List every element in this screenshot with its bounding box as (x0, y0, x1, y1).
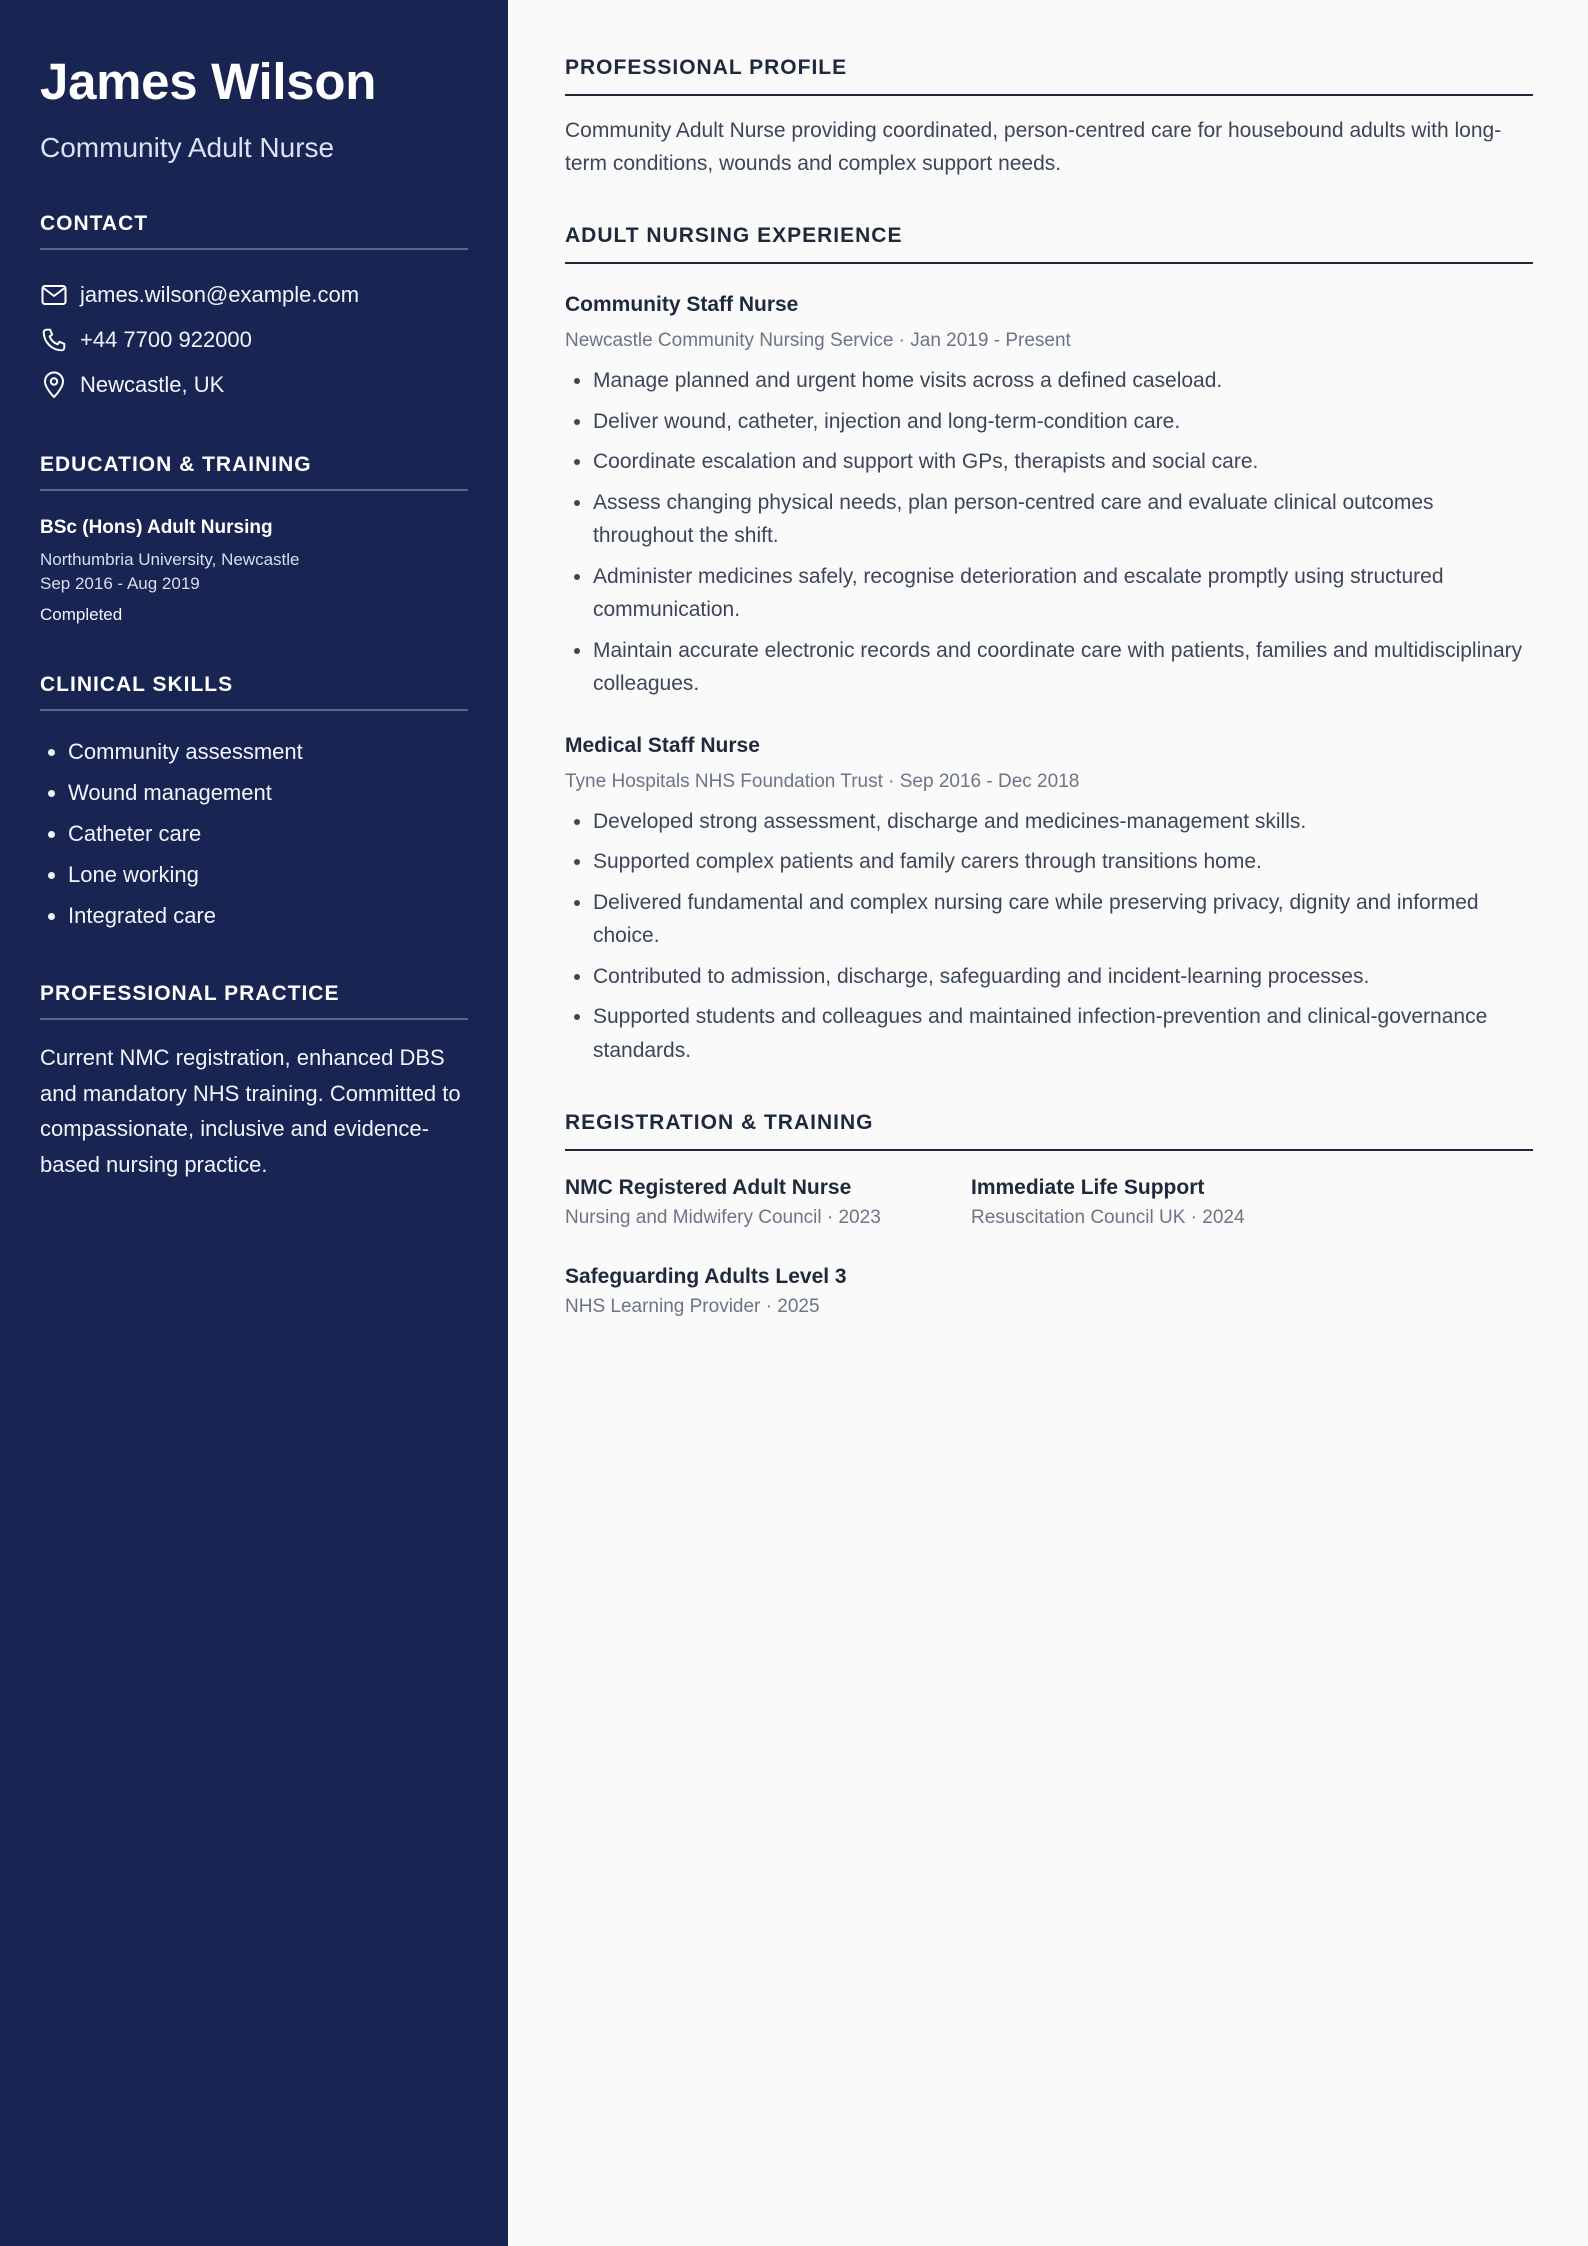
contact-email[interactable] (40, 272, 468, 317)
contact-heading: CONTACT (40, 212, 468, 250)
registration-name: Immediate Life Support (971, 1176, 1205, 1199)
phone-icon (40, 326, 68, 354)
job-meta: Tyne Hospitals NHS Foundation Trust · Sep 2016 - Dec 2018 (565, 770, 1080, 792)
skill-item: • Catheter care (68, 813, 468, 854)
profile-heading: PROFESSIONAL PROFILE (565, 56, 1533, 96)
job-title: Medical Staff Nurse (565, 733, 760, 757)
job-meta: Newcastle Community Nursing Service · Jan 2019 - Present (565, 330, 1071, 351)
contact-email-text: james.wilson@example.com (80, 281, 360, 307)
job-bullet: • Manage planned and urgent home visits across a defined caseload. (593, 364, 1533, 398)
registration-name: NMC Registered Adult Nurse (565, 1176, 852, 1199)
contact-location (40, 362, 468, 407)
registration-meta: Resuscitation Council UK · 2024 (971, 1207, 1245, 1228)
profile-section (565, 56, 1533, 180)
job-entry (565, 731, 1533, 1068)
job-title: Community Staff Nurse (565, 293, 799, 316)
practice-text: Current NMC registration, enhanced DBS and mandatory NHS training. Committed to compassionate, inclusive and evidence-based nursing practice. (40, 1045, 461, 1177)
job-bullet: • Maintain accurate electronic records and coordinate care with patients, families and multidisciplinary colleagues. (593, 634, 1533, 701)
skills-heading: CLINICAL SKILLS (40, 673, 468, 711)
skill-item: • Integrated care (68, 895, 468, 936)
mail-icon (40, 281, 68, 309)
education-degree: BSc (Hons) Adult Nursing (40, 517, 273, 538)
registration-item (971, 1173, 1377, 1232)
job-bullet: • Administer medicines safely, recognise deterioration and escalate promptly using structured communication. (593, 560, 1533, 627)
education-school: Northumbria University, Newcastle (40, 550, 300, 569)
job-bullet: • Coordinate escalation and support with GPs, therapists and social care. (593, 445, 1533, 479)
registration-meta: Nursing and Midwifery Council · 2023 (565, 1207, 881, 1228)
practice-heading: PROFESSIONAL PRACTICE (40, 982, 468, 1020)
skills-section (40, 673, 468, 936)
candidate-name: James Wilson (40, 53, 377, 110)
registration-heading: REGISTRATION & TRAINING (565, 1111, 1533, 1151)
job-bullet: • Contributed to admission, discharge, safeguarding and incident-learning processes. (593, 960, 1533, 994)
education-dates: Sep 2016 - Aug 2019 (40, 574, 200, 593)
registration-name: Safeguarding Adults Level 3 (565, 1265, 847, 1288)
job-bullets (565, 364, 1533, 701)
education-status: Completed (40, 605, 123, 624)
practice-section (40, 982, 468, 1182)
job-bullet: • Delivered fundamental and complex nursing care while preserving privacy, dignity and informed choice. (593, 886, 1533, 953)
registration-item (565, 1173, 971, 1232)
registration-item (565, 1262, 971, 1321)
job-bullet: • Deliver wound, catheter, injection and long-term-condition care. (593, 405, 1533, 439)
job-entry (565, 290, 1533, 701)
job-bullet: • Supported students and colleagues and maintained infection-prevention and clinical-governance standards. (593, 1000, 1533, 1067)
candidate-title: Community Adult Nurse (40, 132, 335, 163)
skill-item: • Community assessment (68, 731, 468, 772)
job-bullet: • Developed strong assessment, discharge and medicines-management skills. (593, 805, 1533, 839)
contact-list (40, 272, 468, 407)
education-heading: EDUCATION & TRAINING (40, 453, 468, 491)
contact-location-text: Newcastle, UK (80, 371, 225, 397)
registration-meta: NHS Learning Provider · 2025 (565, 1296, 820, 1317)
profile-text: Community Adult Nurse providing coordinated, person-centred care for housebound adults with long-term conditions, wounds and complex support needs. (565, 119, 1502, 175)
skill-item: • Wound management (68, 772, 468, 813)
contact-phone[interactable] (40, 317, 468, 362)
registration-grid (565, 1173, 1533, 1321)
contact-section (40, 212, 468, 407)
job-bullets (565, 805, 1533, 1068)
skill-item: • Lone working (68, 854, 468, 895)
experience-section (565, 224, 1533, 1067)
skills-list (40, 731, 468, 936)
experience-heading: ADULT NURSING EXPERIENCE (565, 224, 1533, 264)
job-bullet: • Supported complex patients and family carers through transitions home. (593, 845, 1533, 879)
education-section (40, 453, 468, 627)
education-entry (40, 515, 468, 627)
location-pin-icon (40, 371, 68, 399)
contact-phone-text: +44 7700 922000 (80, 326, 252, 352)
job-bullet: • Assess changing physical needs, plan person-centred care and evaluate clinical outcomes throughout the shift. (593, 486, 1533, 553)
main-content (508, 0, 1588, 2246)
registration-section (565, 1111, 1533, 1321)
sidebar (0, 0, 508, 2246)
